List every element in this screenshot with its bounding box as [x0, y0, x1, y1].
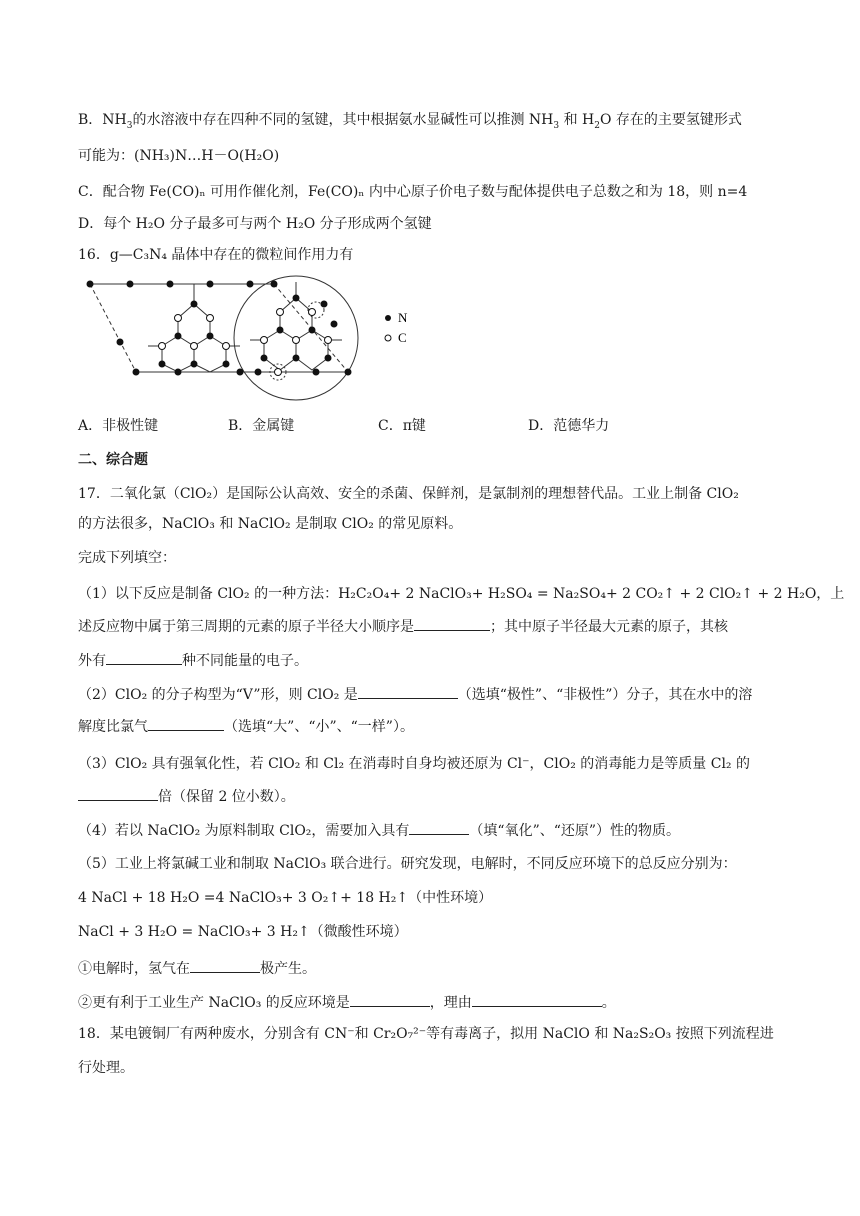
q17-stem-line1: 17．二氧化氯（ClO₂）是国际公认高效、安全的杀菌、保鲜剂，是氯制剂的理想替代品。工业上制备 ClO₂	[78, 486, 739, 502]
q17-part4: （4）若以 NaClO₂ 为原料制取 ClO₂，需要加入具有 （填“氧化”、“还原”）性的物质。	[78, 820, 680, 841]
q15-option-d: D．每个 H₂O 分子最多可与两个 H₂O 分子形成两个氢键	[78, 216, 432, 232]
q16-option-c: C．π键	[378, 418, 426, 434]
q17-part3-line2: 倍（保留 2 位小数）。	[78, 786, 295, 807]
q16-option-a: A．非极性键	[78, 418, 159, 434]
q17-part1-line1: （1）以下反应是制备 ClO₂ 的一种方法：H₂C₂O₄+ 2 NaClO₃+ H₂SO₄ = Na₂SO₄+ 2 CO₂↑ + 2 ClO₂↑ + 2 H₂O，上	[78, 586, 845, 602]
q16-option-b: B．金属键	[228, 418, 295, 434]
q15-option-b-line1: B．$NH_3$的水溶液中存在四种不同的氢键，其中根据氨水显碱性可以推测 $NH_3$ 和 $H_2O$ 存在的主要氢键形式	[78, 112, 742, 131]
q15-option-b-line2: 可能为：(NH₃)N…H－O(H₂O)	[78, 148, 280, 164]
q17-part2-line1: （2）ClO₂ 的分子构型为“V”形，则 ClO₂ 是 （选填“极性”、“非极性”）分子，其在水中的溶	[78, 684, 752, 705]
q17-equation-acidic: NaCl + 3 H₂O = NaClO₃+ 3 H₂↑（微酸性环境）	[78, 924, 408, 940]
q17-subq1: ①电解时，氢气在 极产生。	[78, 958, 316, 979]
answer-blank[interactable]	[409, 820, 469, 835]
q17-instruction: 完成下列填空：	[78, 550, 176, 566]
answer-blank[interactable]	[190, 958, 260, 973]
q17-stem-line2: 的方法很多，NaClO₃ 和 NaClO₂ 是制取 ClO₂ 的常见原料。	[78, 516, 463, 532]
answer-blank[interactable]	[106, 650, 182, 665]
legend-n-marker	[385, 315, 391, 321]
g-c3n4-structure-diagram	[78, 274, 438, 404]
q17-subq2: ②更有利于工业生产 NaClO₃ 的反应环境是 ，理由 。	[78, 992, 616, 1013]
answer-blank[interactable]	[78, 786, 158, 801]
q17-part5: （5）工业上将氯碱工业和制取 NaClO₃ 联合进行。研究发现，电解时，不同反应环境下的总反应分别为：	[78, 856, 737, 872]
answer-blank[interactable]	[358, 684, 458, 699]
q18-line2: 行处理。	[78, 1060, 134, 1076]
q16-stem: 16．g—C₃N₄ 晶体中存在的微粒间作用力有	[78, 247, 354, 263]
q16-option-d: D．范德华力	[528, 418, 610, 434]
legend-c-marker	[385, 335, 391, 341]
answer-blank[interactable]	[472, 992, 602, 1007]
answer-blank[interactable]	[148, 716, 224, 731]
q17-part2-line2: 解度比氯气 （选填“大”、“小”、“一样”）。	[78, 716, 414, 737]
q17-part3-line1: （3）ClO₂ 具有强氧化性，若 ClO₂ 和 Cl₂ 在消毒时自身均被还原为 Cl⁻，ClO₂ 的消毒能力是等质量 Cl₂ 的	[78, 756, 750, 772]
q17-equation-neutral: 4 NaCl + 18 H₂O =4 NaClO₃+ 3 O₂↑+ 18 H₂↑（中性环境）	[78, 890, 493, 906]
q15-option-c: C．配合物 Fe(CO)ₙ 可用作催化剂，Fe(CO)ₙ 内中心原子价电子数与配体提供电子总数之和为 18，则 n=4	[78, 184, 748, 200]
answer-blank[interactable]	[350, 992, 430, 1007]
legend-n-label: N	[398, 310, 408, 325]
q18-line1: 18．某电镀铜厂有两种废水，分别含有 CN⁻和 Cr₂O₇²⁻等有毒离子，拟用 NaClO 和 Na₂S₂O₃ 按照下列流程进	[78, 1026, 774, 1042]
section-heading: 二、综合题	[78, 452, 148, 468]
q17-part1-line2: 述反应物中属于第三周期的元素的原子半径大小顺序是 ；其中原子半径最大元素的原子，其核	[78, 616, 728, 637]
answer-blank[interactable]	[414, 616, 490, 631]
q17-part1-line3: 外有 种不同能量的电子。	[78, 650, 308, 671]
q16-options	[78, 416, 778, 436]
legend-c-label: C	[398, 330, 407, 345]
